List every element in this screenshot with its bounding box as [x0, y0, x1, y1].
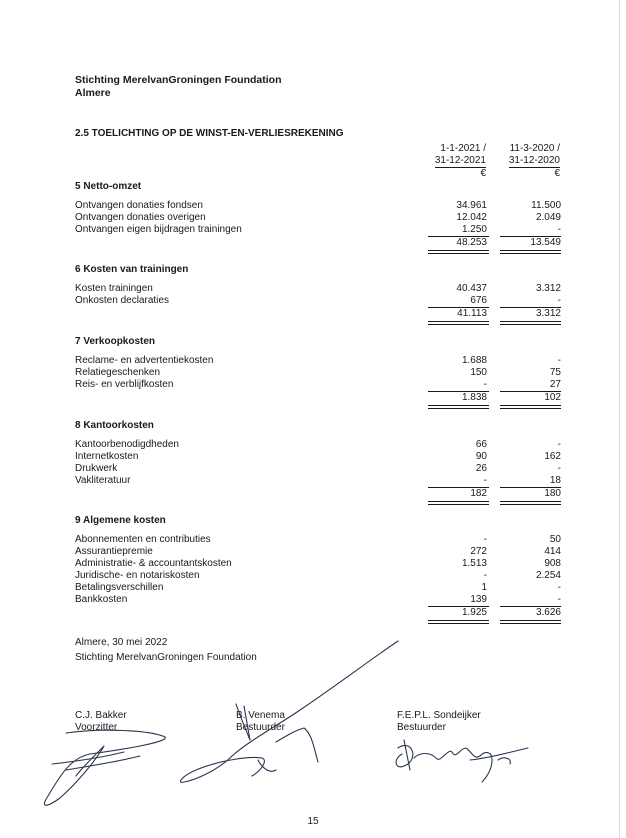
total-value-2021: 1.838: [461, 392, 487, 403]
column-header-2020-line1: 11-3-2020 /: [509, 143, 560, 154]
signatory-name: C.J. Bakker: [75, 710, 127, 721]
row-value-2021: 90: [475, 451, 487, 462]
signature-venema: [180, 641, 398, 782]
note-heading: 7 Verkoopkosten: [75, 336, 156, 347]
signatory-role: Voorzitter: [75, 722, 118, 733]
row-value-2021: 139: [470, 594, 487, 605]
signatory-name: F.E.P.L. Sondeijker: [397, 710, 481, 721]
row-label: Reclame- en advertentiekosten: [75, 355, 214, 366]
total-value-2021: 41.113: [457, 308, 487, 319]
row-label: Ontvangen eigen bijdragen trainingen: [75, 224, 242, 235]
row-label: Drukwerk: [75, 463, 118, 474]
total-value-2020: 3.626: [535, 607, 561, 618]
row-value-2020: 162: [544, 451, 561, 462]
row-value-2021: 40.437: [456, 283, 487, 294]
row-label: Vakliteratuur: [75, 475, 131, 486]
row-value-2020: 2.049: [535, 212, 561, 223]
row-value-2020: -: [557, 439, 561, 450]
row-value-2021: -: [483, 379, 487, 390]
row-label: Administratie- & accountantskosten: [75, 558, 232, 569]
row-value-2020: 50: [549, 534, 561, 545]
row-label: Bankkosten: [75, 594, 128, 605]
org-name: Stichting MerelvanGroningen Foundation: [75, 74, 282, 86]
row-value-2021: -: [483, 534, 487, 545]
row-label: Abonnementen en contributies: [75, 534, 211, 545]
row-value-2021: 34.961: [456, 200, 487, 211]
row-label: Juridische- en notariskosten: [75, 570, 200, 581]
row-label: Assurantiepremie: [75, 546, 153, 557]
total-value-2021: 48.253: [456, 237, 487, 248]
row-value-2020: -: [557, 463, 561, 474]
total-value-2020: 102: [544, 392, 561, 403]
row-value-2020: 2.254: [535, 570, 561, 581]
note-heading: 6 Kosten van trainingen: [75, 264, 189, 275]
signatory-role: Bestuurder: [397, 722, 446, 733]
row-value-2020: 414: [544, 546, 561, 557]
row-label: Ontvangen donaties overigen: [75, 212, 206, 223]
note-heading: 9 Algemene kosten: [75, 515, 166, 526]
row-value-2020: 908: [544, 558, 561, 569]
signature-sondeijker: [396, 740, 528, 782]
row-value-2020: 27: [549, 379, 561, 390]
total-value-2020: 13.549: [530, 237, 561, 248]
section-title: 2.5 TOELICHTING OP DE WINST-EN-VERLIESREKENING: [75, 128, 344, 139]
row-value-2020: 75: [549, 367, 561, 378]
note-heading: 5 Netto-omzet: [75, 181, 142, 192]
row-value-2021: -: [483, 475, 487, 486]
row-value-2021: 12.042: [456, 212, 487, 223]
row-value-2020: 3.312: [535, 283, 561, 294]
row-label: Betalingsverschillen: [75, 582, 164, 593]
row-value-2021: 1: [481, 582, 487, 593]
row-value-2021: 272: [470, 546, 487, 557]
total-value-2020: 180: [544, 488, 561, 499]
org-city: Almere: [75, 87, 111, 99]
row-value-2021: 676: [470, 295, 487, 306]
row-value-2020: 18: [549, 475, 561, 486]
row-value-2020: -: [557, 355, 561, 366]
signature-bakker: [44, 730, 165, 805]
footer-org-name: Stichting MerelvanGroningen Foundation: [75, 652, 257, 663]
row-value-2020: 11.500: [531, 200, 561, 211]
signatory-role: Bestuurder: [236, 722, 285, 733]
row-value-2020: -: [557, 582, 561, 593]
row-label: Relatiegeschenken: [75, 367, 161, 378]
place-date: Almere, 30 mei 2022: [75, 637, 168, 648]
total-value-2021: 182: [470, 488, 487, 499]
page-number: 15: [307, 816, 319, 827]
row-value-2021: 150: [470, 367, 487, 378]
note-heading: 8 Kantoorkosten: [75, 420, 154, 431]
row-label: Reis- en verblijfkosten: [75, 379, 174, 390]
row-value-2021: 1.688: [461, 355, 487, 366]
row-label: Internetkosten: [75, 451, 139, 462]
row-label: Ontvangen donaties fondsen: [75, 200, 203, 211]
row-value-2021: -: [483, 570, 487, 581]
column-header-2021-unit: €: [480, 168, 486, 179]
column-header-2021-line2: 31-12-2021: [434, 155, 486, 166]
row-value-2020: -: [557, 594, 561, 605]
row-label: Kosten trainingen: [75, 283, 153, 294]
column-header-2020-line2: 31-12-2020: [508, 155, 560, 166]
row-label: Onkosten declaraties: [75, 295, 169, 306]
row-value-2020: -: [557, 224, 561, 235]
signatory-name: B. Venema: [236, 710, 285, 721]
column-header-2020-unit: €: [554, 168, 560, 179]
total-value-2021: 1.925: [461, 607, 487, 618]
row-value-2021: 66: [475, 439, 487, 450]
row-value-2021: 26: [475, 463, 487, 474]
column-header-2021-line1: 1-1-2021 /: [440, 143, 486, 154]
total-value-2020: 3.312: [535, 308, 561, 319]
row-value-2020: -: [557, 295, 561, 306]
row-value-2021: 1.513: [461, 558, 487, 569]
row-label: Kantoorbenodigdheden: [75, 439, 179, 450]
row-value-2021: 1.250: [461, 224, 487, 235]
